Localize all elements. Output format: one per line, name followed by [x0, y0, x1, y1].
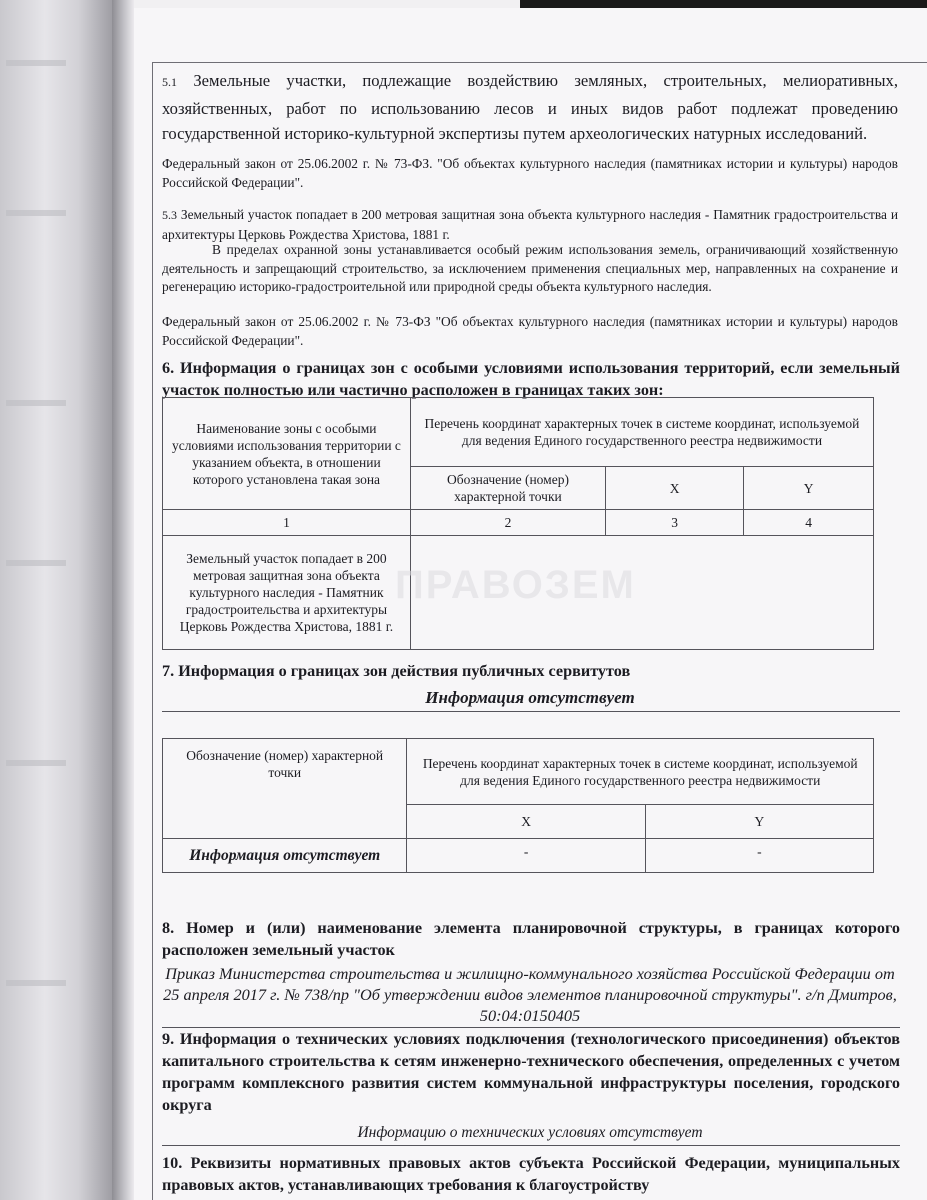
section-9-value: Информацию о технических условиях отсутствует — [357, 1124, 703, 1141]
zones-table — [162, 397, 874, 650]
column-number: 4 — [744, 510, 874, 536]
section-8-value: Приказ Министерства строительства и жилищно-коммунального хозяйства Российской Федерации от 25 апреля 2017 г. № 738/пр "Об утверждении видов элементов планировочной структуры". г/п Дмитров, 50:04:0150405 — [163, 964, 897, 1025]
header-x: X — [407, 805, 645, 839]
divider — [162, 711, 900, 712]
clause-number: 5.1 — [162, 75, 177, 89]
header-coordinates: Перечень координат характерных точек в системе координат, используемой для ведения Единого государственного реестра недвижимости — [407, 739, 874, 805]
clause-5-1 — [162, 68, 898, 147]
header-y: Y — [744, 467, 874, 510]
scan-edge — [520, 0, 927, 8]
table-cell-x: - — [407, 839, 645, 873]
header-point-number: Обозначение (номер) характерной точки — [410, 467, 605, 510]
clause-text: Земельный участок попадает в 200 метровая защитная зона объекта культурного наследия - Памятник градостроительства и архитектуры Церковь Рождества Христова, 1881 г. — [162, 207, 898, 242]
book-left-page — [0, 0, 112, 1200]
clause-5-3-detail: В пределах охранной зоны устанавливается особый режим использования земель, ограничивающий хозяйственную деятельность и запрещающий строительство, за исключением применения специальных мер, направленных на сохранение и регенерацию историко-градостроительной или природной среды объекта культурного наследия. — [162, 242, 898, 294]
section-6-heading: 6. Информация о границах зон с особыми условиями использования территорий, если земельный участок полностью или частично расположен в границах таких зон: — [162, 359, 900, 399]
servitude-table — [162, 738, 874, 873]
divider — [162, 1145, 900, 1146]
clause-text: Земельные участки, подлежащие воздействию земляных, строительных, мелиоративных, хозяйственных, работ по использованию лесов и иных видов работ подлежат проведению государственной историко-культурной экспертизы путем археологических натурных исследований. — [162, 71, 898, 143]
header-coordinates: Перечень координат характерных точек в системе координат, используемой для ведения Единого государственного реестра недвижимости — [410, 398, 873, 467]
table-cell-y: - — [645, 839, 873, 873]
column-number: 2 — [410, 510, 605, 536]
column-number: 1 — [163, 510, 411, 536]
clause-5-1-law: Федеральный закон от 25.06.2002 г. № 73-ФЗ. "Об объектах культурного наследия (памятниках истории и культуры) народов Российской Федерации". — [162, 156, 898, 190]
section-7-status: Информация отсутствует — [425, 688, 635, 707]
page-frame-top — [152, 62, 927, 63]
table-row-zone: Земельный участок попадает в 200 метровая защитная зона объекта культурного наследия - Памятник градостроительства и архитектуры Церковь Рождества Христова, 1881 г. — [163, 536, 411, 650]
section-9-heading: 9. Информация о технических условиях подключения (технологического присоединения) объектов капитального строительства к сетям инженерно-технического обеспечения, определенных с учетом программ комплексного развития систем коммунальной инфраструктуры поселения, городского округа — [162, 1030, 900, 1114]
header-zone-name: Наименование зоны с особыми условиями использования территории с указанием объекта, в отношении которого установлена такая зона — [163, 398, 411, 510]
section-8-heading: 8. Номер и (или) наименование элемента планировочной структуры, в границах которого расположен земельный участок — [162, 919, 900, 959]
header-x: X — [606, 467, 744, 510]
clause-5-3-law: Федеральный закон от 25.06.2002 г. № 73-ФЗ "Об объектах культурного наследия (памятниках истории и культуры) народов Российской Федерации". — [162, 314, 898, 348]
section-10-heading: 10. Реквизиты нормативных правовых актов субъекта Российской Федерации, муниципальных правовых актов, устанавливающих требования к благоустройству — [162, 1154, 900, 1194]
column-number: 3 — [606, 510, 744, 536]
header-y: Y — [645, 805, 873, 839]
clause-5-3 — [162, 205, 898, 244]
clause-number: 5.3 — [162, 208, 177, 222]
header-point-number: Обозначение (номер) характерной точки — [163, 739, 407, 839]
section-7-heading: 7. Информация о границах зон действия публичных сервитутов — [162, 662, 631, 680]
watermark: ПРАВОЗЕМ — [395, 563, 636, 607]
table-row-label: Информация отсутствует — [163, 839, 407, 873]
book-gutter — [112, 0, 134, 1200]
page-frame-left — [152, 62, 153, 1200]
